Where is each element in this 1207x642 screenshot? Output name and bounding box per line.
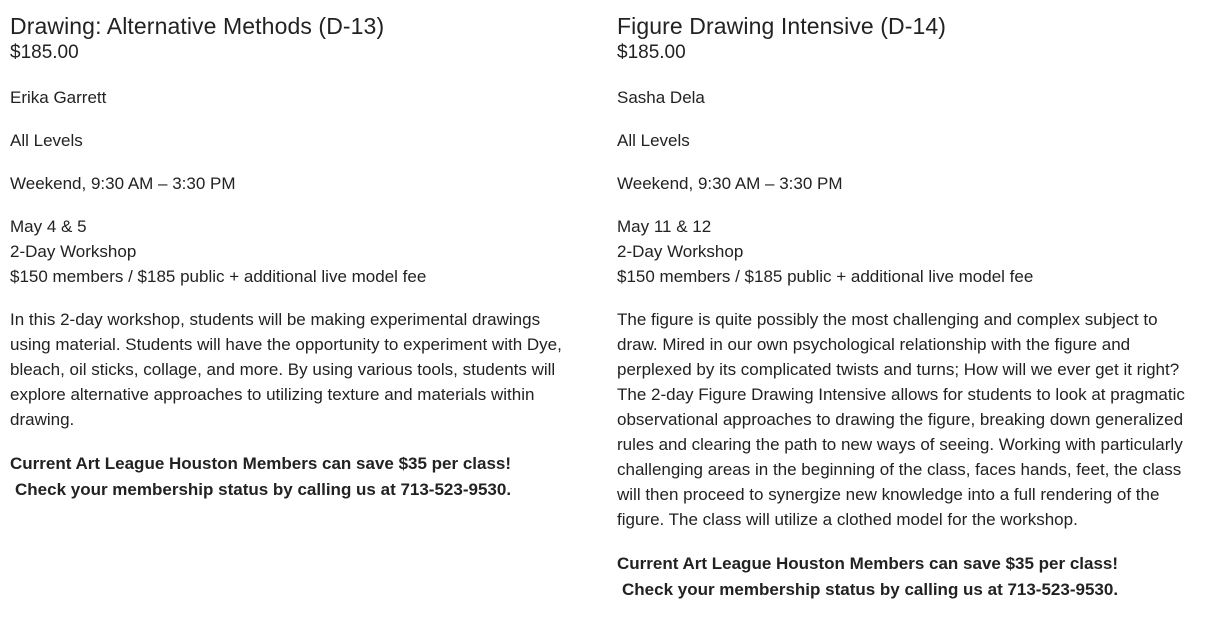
course-fees: $150 members / $185 public + additional live model fee [10,267,427,286]
course-fees: $150 members / $185 public + additional live model fee [617,267,1034,286]
course-instructor: Sasha Dela [617,88,705,107]
membership-promo [617,551,1197,603]
promo-line-savings: Current Art League Houston Members can save $35 per class! [617,554,1119,573]
course-title[interactable]: Drawing: Alternative Methods (D-13) [10,13,385,39]
course-schedule: Weekend, 9:30 AM – 3:30 PM [10,174,236,193]
course-title[interactable]: Figure Drawing Intensive (D-14) [617,13,947,39]
promo-line-phone: Check your membership status by calling us at 713-523-9530. [15,480,512,499]
course-instructor: Erika Garrett [10,88,107,107]
course-format: 2-Day Workshop [10,242,137,261]
course-description: The figure is quite possibly the most challenging and complex subject to draw. Mired in our own psychological relationship with the figure and perplexed by its complicated twists and turns; How will we ever get it right? The 2-day Figure Drawing Intensive allows for students to look at pragmatic observational approaches to drawing the figure, breaking down generalized rules and clearing the path to new ways of seeing. Working with particularly challenging areas in the beginning of the class, faces hands, feet, the class will then proceed to synergize new knowledge into a full rendering of the figure. The class will utilize a clothed model for the workshop. [617,310,1185,529]
course-level: All Levels [617,131,690,150]
course-card-d13 [10,12,585,503]
course-format: 2-Day Workshop [617,242,744,261]
course-description: In this 2-day workshop, students will be making experimental drawings using material. Students will have the opportunity to experiment with Dye, bleach, oil sticks, collage, and more. By using various tools, students will explore alternative approaches to utilizing texture and materials within drawing. [10,310,562,429]
course-price: $185.00 [617,42,686,63]
course-dates: May 11 & 12 [617,217,712,236]
course-dates: May 4 & 5 [10,217,87,236]
course-details [10,214,585,289]
course-details [617,214,1197,289]
course-schedule: Weekend, 9:30 AM – 3:30 PM [617,174,843,193]
course-price: $185.00 [10,42,79,63]
course-level: All Levels [10,131,83,150]
promo-line-phone: Check your membership status by calling us at 713-523-9530. [622,580,1119,599]
membership-promo [10,451,585,503]
course-card-d14 [617,12,1197,603]
promo-line-savings: Current Art League Houston Members can save $35 per class! [10,454,512,473]
